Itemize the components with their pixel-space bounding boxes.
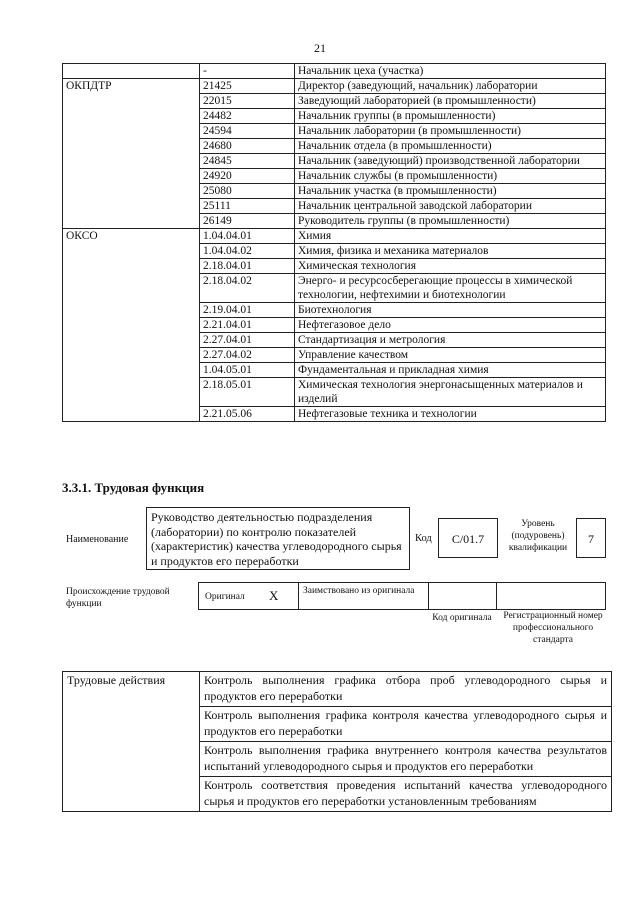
classifier-code: 2.19.04.01 xyxy=(200,303,295,318)
classifier-name: Химическая технология энергонасыщенных материалов и изделий xyxy=(295,378,606,407)
classifier-group xyxy=(63,169,200,184)
classifier-name: Управление качеством xyxy=(295,348,606,363)
actions-label xyxy=(63,742,200,777)
classifier-name: Химия, физика и механика материалов xyxy=(295,244,606,259)
classifier-row xyxy=(63,244,606,259)
classifier-row xyxy=(63,378,606,407)
classifier-code: 24482 xyxy=(200,109,295,124)
classifier-row xyxy=(63,139,606,154)
classifier-code: 2.18.04.01 xyxy=(200,259,295,274)
classifier-row xyxy=(63,109,606,124)
code-label: Код xyxy=(415,533,432,544)
classifier-row xyxy=(63,154,606,169)
classifier-group xyxy=(63,214,200,229)
classifier-code: 2.27.04.01 xyxy=(200,333,295,348)
classifier-group xyxy=(63,259,200,274)
classifier-row xyxy=(63,407,606,422)
classifier-name: Начальник группы (в промышленности) xyxy=(295,109,606,124)
name-label: Наименование xyxy=(66,534,129,545)
classifier-group: ОКСО xyxy=(63,229,200,244)
section-title: 3.3.1. Трудовая функция xyxy=(62,480,205,495)
classifier-row xyxy=(63,333,606,348)
classifier-name: Директор (заведующий, начальник) лаборатории xyxy=(295,79,606,94)
function-name-box: Руководство деятельностью подразделения (лаборатории) по контролю показателей (характеристик) качества углеводородного сырья и продуктов его переработки xyxy=(146,507,410,570)
classifier-row xyxy=(63,79,606,94)
classifier-row xyxy=(63,318,606,333)
classifier-group xyxy=(63,333,200,348)
classifier-group xyxy=(63,274,200,303)
action-row xyxy=(63,742,612,777)
classifier-row xyxy=(63,94,606,109)
classifier-code: 1.04.04.02 xyxy=(200,244,295,259)
classifier-name: Нефтегазовое дело xyxy=(295,318,606,333)
reg-number-label: Регистрационный номер профессионального стандарта xyxy=(503,611,603,645)
classifier-group xyxy=(63,318,200,333)
classifier-name: Заведующий лабораторией (в промышленности) xyxy=(295,94,606,109)
classifier-code: 2.21.04.01 xyxy=(200,318,295,333)
classifier-code: 24920 xyxy=(200,169,295,184)
original-label: Оригинал xyxy=(205,592,245,602)
action-text: Контроль выполнения графика контроля качества углеводородного сырья и продуктов его переработки xyxy=(200,707,612,742)
classifier-group xyxy=(63,124,200,139)
classifier-name: Начальник лаборатории (в промышленности) xyxy=(295,124,606,139)
classifier-code: - xyxy=(200,64,295,79)
classifier-row xyxy=(63,124,606,139)
origin-code-cell xyxy=(429,583,497,609)
classifier-row xyxy=(63,184,606,199)
classifier-row xyxy=(63,363,606,378)
classifier-name: Начальник отдела (в промышленности) xyxy=(295,139,606,154)
classifier-group xyxy=(63,154,200,169)
classifier-name: Начальник участка (в промышленности) xyxy=(295,184,606,199)
classifier-name: Фундаментальная и прикладная химия xyxy=(295,363,606,378)
classifier-code: 2.27.04.02 xyxy=(200,348,295,363)
classifier-row xyxy=(63,259,606,274)
borrowed-label: Заимствовано из оригинала xyxy=(303,586,415,596)
classifier-code: 24594 xyxy=(200,124,295,139)
labor-actions-table xyxy=(62,671,612,812)
function-code-box: C/01.7 xyxy=(438,518,498,558)
classifier-group xyxy=(63,363,200,378)
classifier-group xyxy=(63,199,200,214)
classifier-name: Стандартизация и метрология xyxy=(295,333,606,348)
classifier-code: 26149 xyxy=(200,214,295,229)
level-label: Уровень (подуровень) квалификации xyxy=(508,519,568,553)
action-text: Контроль выполнения графика внутреннего контроля качества результатов испытаний углеводородного сырья и продуктов его переработки xyxy=(200,742,612,777)
origin-code-label: Код оригинала xyxy=(432,613,492,623)
actions-label xyxy=(63,777,200,812)
classifier-group xyxy=(63,184,200,199)
page-number: 21 xyxy=(314,41,326,55)
classifier-name: Нефтегазовые техника и технологии xyxy=(295,407,606,422)
classifier-group xyxy=(63,94,200,109)
classifier-code: 2.18.05.01 xyxy=(200,378,295,407)
classifier-name: Биотехнология xyxy=(295,303,606,318)
classifier-row xyxy=(63,229,606,244)
classifier-code: 25080 xyxy=(200,184,295,199)
classifier-name: Энерго- и ресурсосберегающие процессы в химической технологии, нефтехимии и биотехнологии xyxy=(295,274,606,303)
classifier-row xyxy=(63,303,606,318)
classifier-code: 2.18.04.02 xyxy=(200,274,295,303)
classifier-code: 1.04.05.01 xyxy=(200,363,295,378)
action-row xyxy=(63,672,612,707)
classifier-code: 24680 xyxy=(200,139,295,154)
classifier-group xyxy=(63,303,200,318)
classifier-code: 22015 xyxy=(200,94,295,109)
classifier-name: Химическая технология xyxy=(295,259,606,274)
origin-label: Происхождение трудовой функции xyxy=(66,587,170,609)
classifier-group xyxy=(63,348,200,363)
action-text: Контроль соответствия проведения испытаний качества углеводородного сырья и продуктов его переработки установленным требованиям xyxy=(200,777,612,812)
classifier-code: 24845 xyxy=(200,154,295,169)
level-box: 7 xyxy=(576,518,606,558)
classifier-row xyxy=(63,348,606,363)
classifier-group xyxy=(63,244,200,259)
classifier-group xyxy=(63,407,200,422)
classifier-name: Начальник (заведующий) производственной лаборатории xyxy=(295,154,606,169)
classifier-group xyxy=(63,109,200,124)
classifier-row xyxy=(63,64,606,79)
classifier-row xyxy=(63,214,606,229)
classifier-name: Начальник цеха (участка) xyxy=(295,64,606,79)
classifier-group xyxy=(63,378,200,407)
classifier-code: 21425 xyxy=(200,79,295,94)
origin-row xyxy=(198,582,606,610)
classifier-name: Руководитель группы (в промышленности) xyxy=(295,214,606,229)
classifier-name: Начальник центральной заводской лаборатории xyxy=(295,199,606,214)
classifier-group xyxy=(63,64,200,79)
action-row xyxy=(63,777,612,812)
classifier-row xyxy=(63,169,606,184)
borrowed-cell xyxy=(299,583,429,609)
original-cell xyxy=(199,583,299,609)
actions-label: Трудовые действия xyxy=(63,672,200,707)
classifier-code: 2.21.05.06 xyxy=(200,407,295,422)
original-mark: X xyxy=(269,588,279,603)
action-row xyxy=(63,707,612,742)
actions-label xyxy=(63,707,200,742)
classifier-name: Химия xyxy=(295,229,606,244)
classifier-code: 1.04.04.01 xyxy=(200,229,295,244)
classifier-code: 25111 xyxy=(200,199,295,214)
classifier-group: ОКПДТР xyxy=(63,79,200,94)
classifier-group xyxy=(63,139,200,154)
classifier-table xyxy=(62,63,606,422)
classifier-name: Начальник службы (в промышленности) xyxy=(295,169,606,184)
classifier-row xyxy=(63,199,606,214)
classifier-row xyxy=(63,274,606,303)
action-text: Контроль выполнения графика отбора проб углеводородного сырья и продуктов его переработки xyxy=(200,672,612,707)
